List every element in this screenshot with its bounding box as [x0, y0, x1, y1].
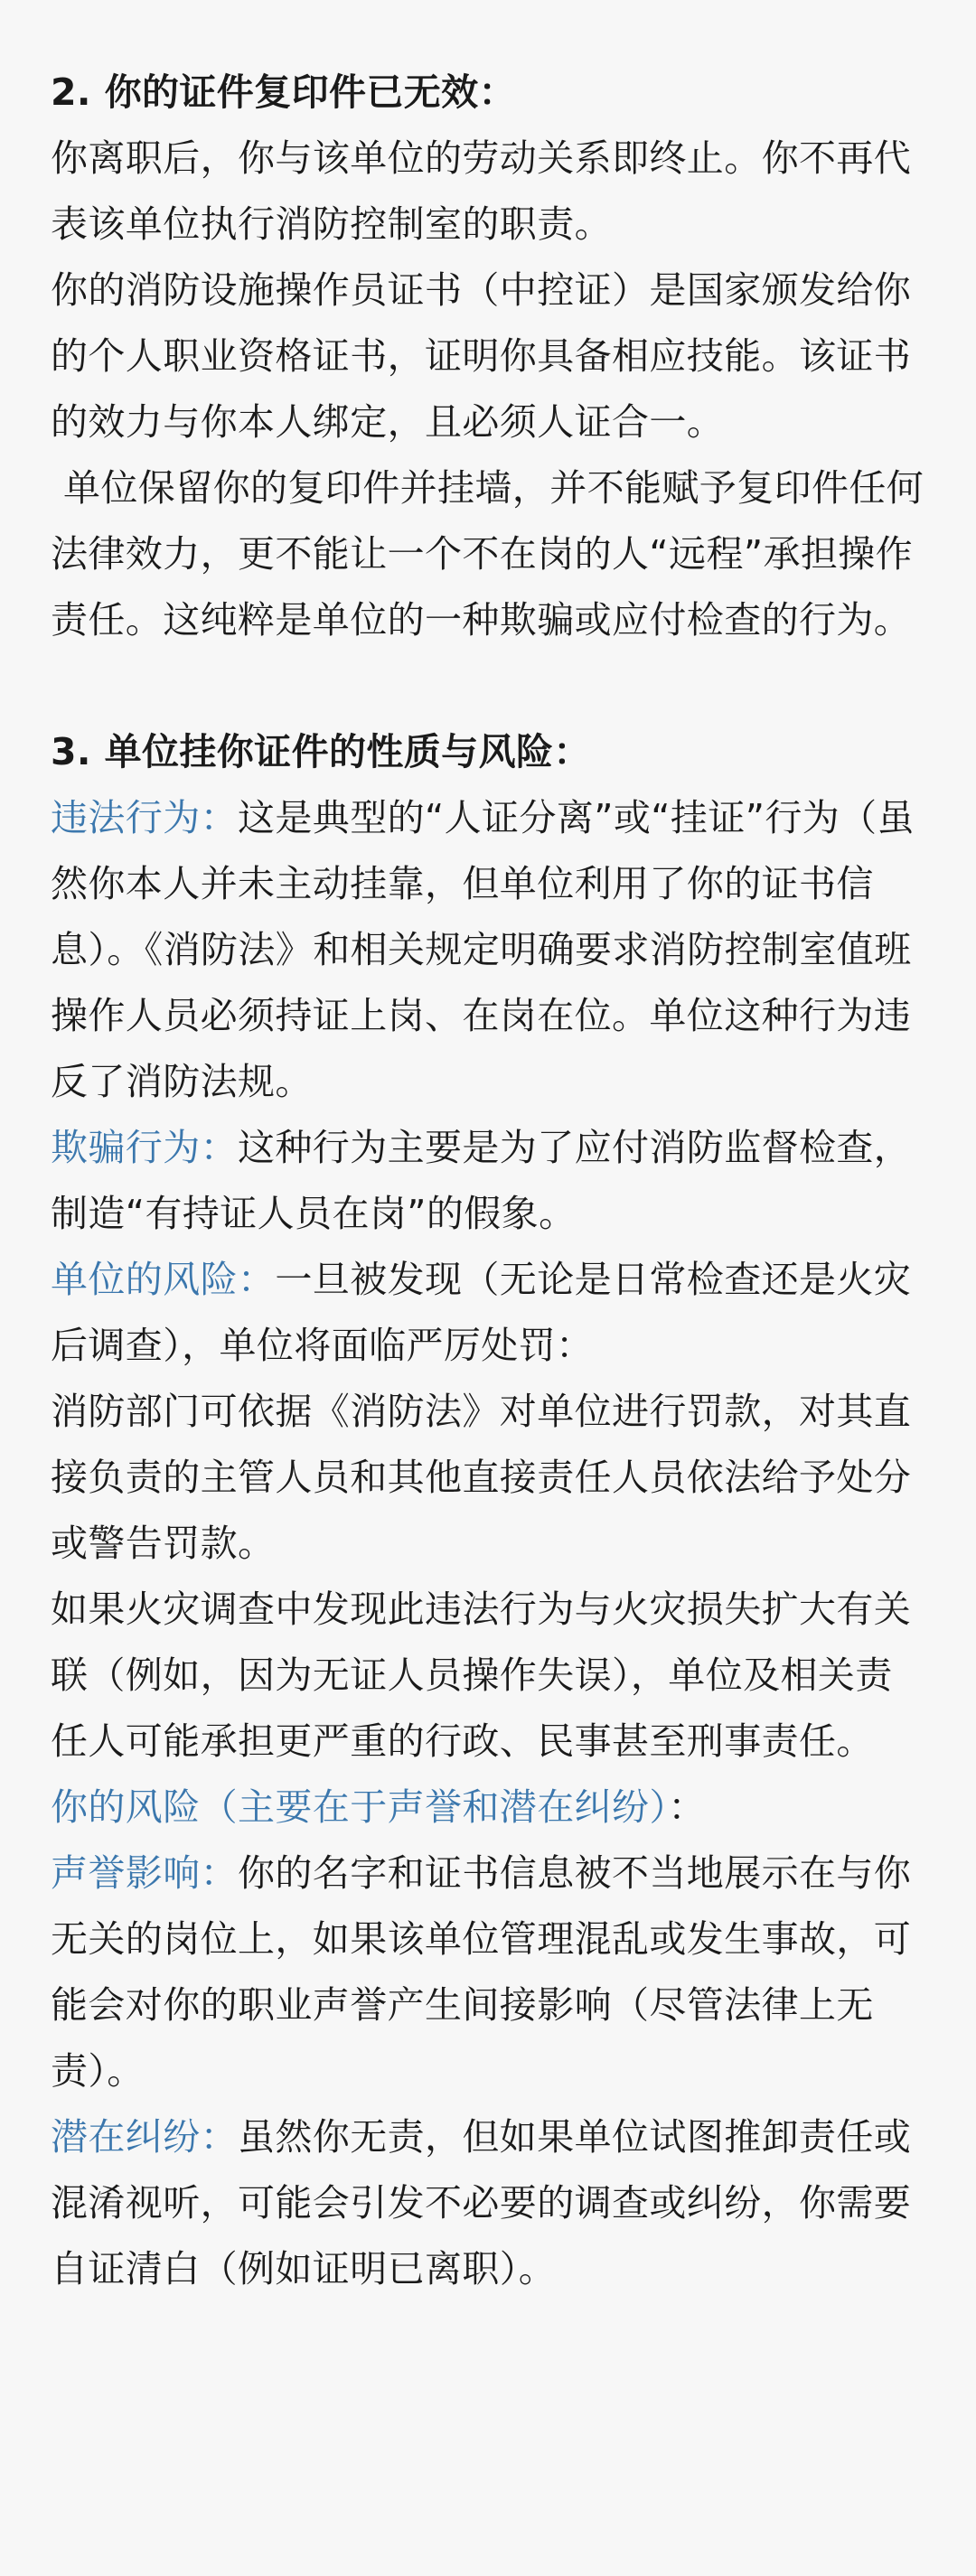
section-2-paragraph-3 [51, 455, 925, 653]
section-2-paragraph-2: 你的消防设施操作员证书（中控证）是国家颁发给你的个人职业资格证书，证明你具备相应技能。该证书的效力与你本人绑定，且必须人证合一。 [51, 268, 912, 444]
reputation-paragraph [51, 1841, 925, 2104]
section-2-heading: 2. 你的证件复印件已无效： [51, 70, 516, 114]
illegal-behavior-label: 违法行为： [51, 796, 238, 839]
unit-risk-detail-2: 如果火灾调查中发现此违法行为与火灾损失扩大有关联（例如，因为无证人员操作失误），单位及相关责任人可能承担更严重的行政、民事甚至刑事责任。 [51, 1588, 912, 1763]
reputation-text: 你的名字和证书信息被不当地展示在与你无关的岗位上，如果该单位管理混乱或发生事故，可能会对你的职业声誉产生间接影响（尽管法律上无责）。 [51, 1851, 912, 2093]
section-2-paragraph-3-text: 单位保留你的复印件并挂墙，并不能赋予复印件任何法律效力，更不能让一个不在岗的人“远程”承担操作责任。这纯粹是单位的一种欺骗或应付检查的行为。 [51, 466, 924, 642]
dispute-label: 潜在纠纷： [51, 2115, 238, 2159]
illegal-behavior-paragraph [51, 785, 925, 1115]
your-risk-colon: ： [668, 1785, 706, 1829]
section-3-heading: 3. 单位挂你证件的性质与风险： [51, 730, 591, 773]
section-2-paragraph-1: 你离职后，你与该单位的劳动关系即终止。你不再代表该单位执行消防控制室的职责。 [51, 136, 912, 246]
fraud-behavior-label: 欺骗行为： [51, 1126, 238, 1169]
section-spacer [51, 653, 925, 719]
unit-risk-text: 一旦被发现（无论是日常检查还是火灾后调查），单位将面临严厉处罚： [51, 1258, 912, 1367]
illegal-behavior-text: 这是典型的“人证分离”或“挂证”行为（虽然你本人并未主动挂靠，但单位利用了你的证书信息）。《消防法》和相关规定明确要求消防控制室值班操作人员必须持证上岗、在岗在位。单位这种行为违反了消防法规。 [51, 796, 915, 1103]
dispute-text: 虽然你无责，但如果单位试图推卸责任或混淆视听，可能会引发不必要的调查或纠纷，你需要自证清白（例如证明已离职）。 [51, 2115, 912, 2290]
fraud-behavior-paragraph [51, 1115, 925, 1247]
your-risk-heading [51, 1775, 925, 1841]
unit-risk-label: 单位的风险： [51, 1258, 276, 1301]
dispute-paragraph [51, 2104, 925, 2302]
fraud-behavior-text: 这种行为主要是为了应付消防监督检查，制造“有持证人员在岗”的假象。 [51, 1126, 912, 1235]
reputation-label: 声誉影响： [51, 1851, 238, 1895]
your-risk-label: 你的风险（主要在于声誉和潜在纠纷） [51, 1785, 669, 1829]
unit-risk-paragraph [51, 1247, 925, 1379]
unit-risk-detail-1: 消防部门可依据《消防法》对单位进行罚款，对其直接负责的主管人员和其他直接责任人员依法给予处分或警告罚款。 [51, 1390, 912, 1565]
